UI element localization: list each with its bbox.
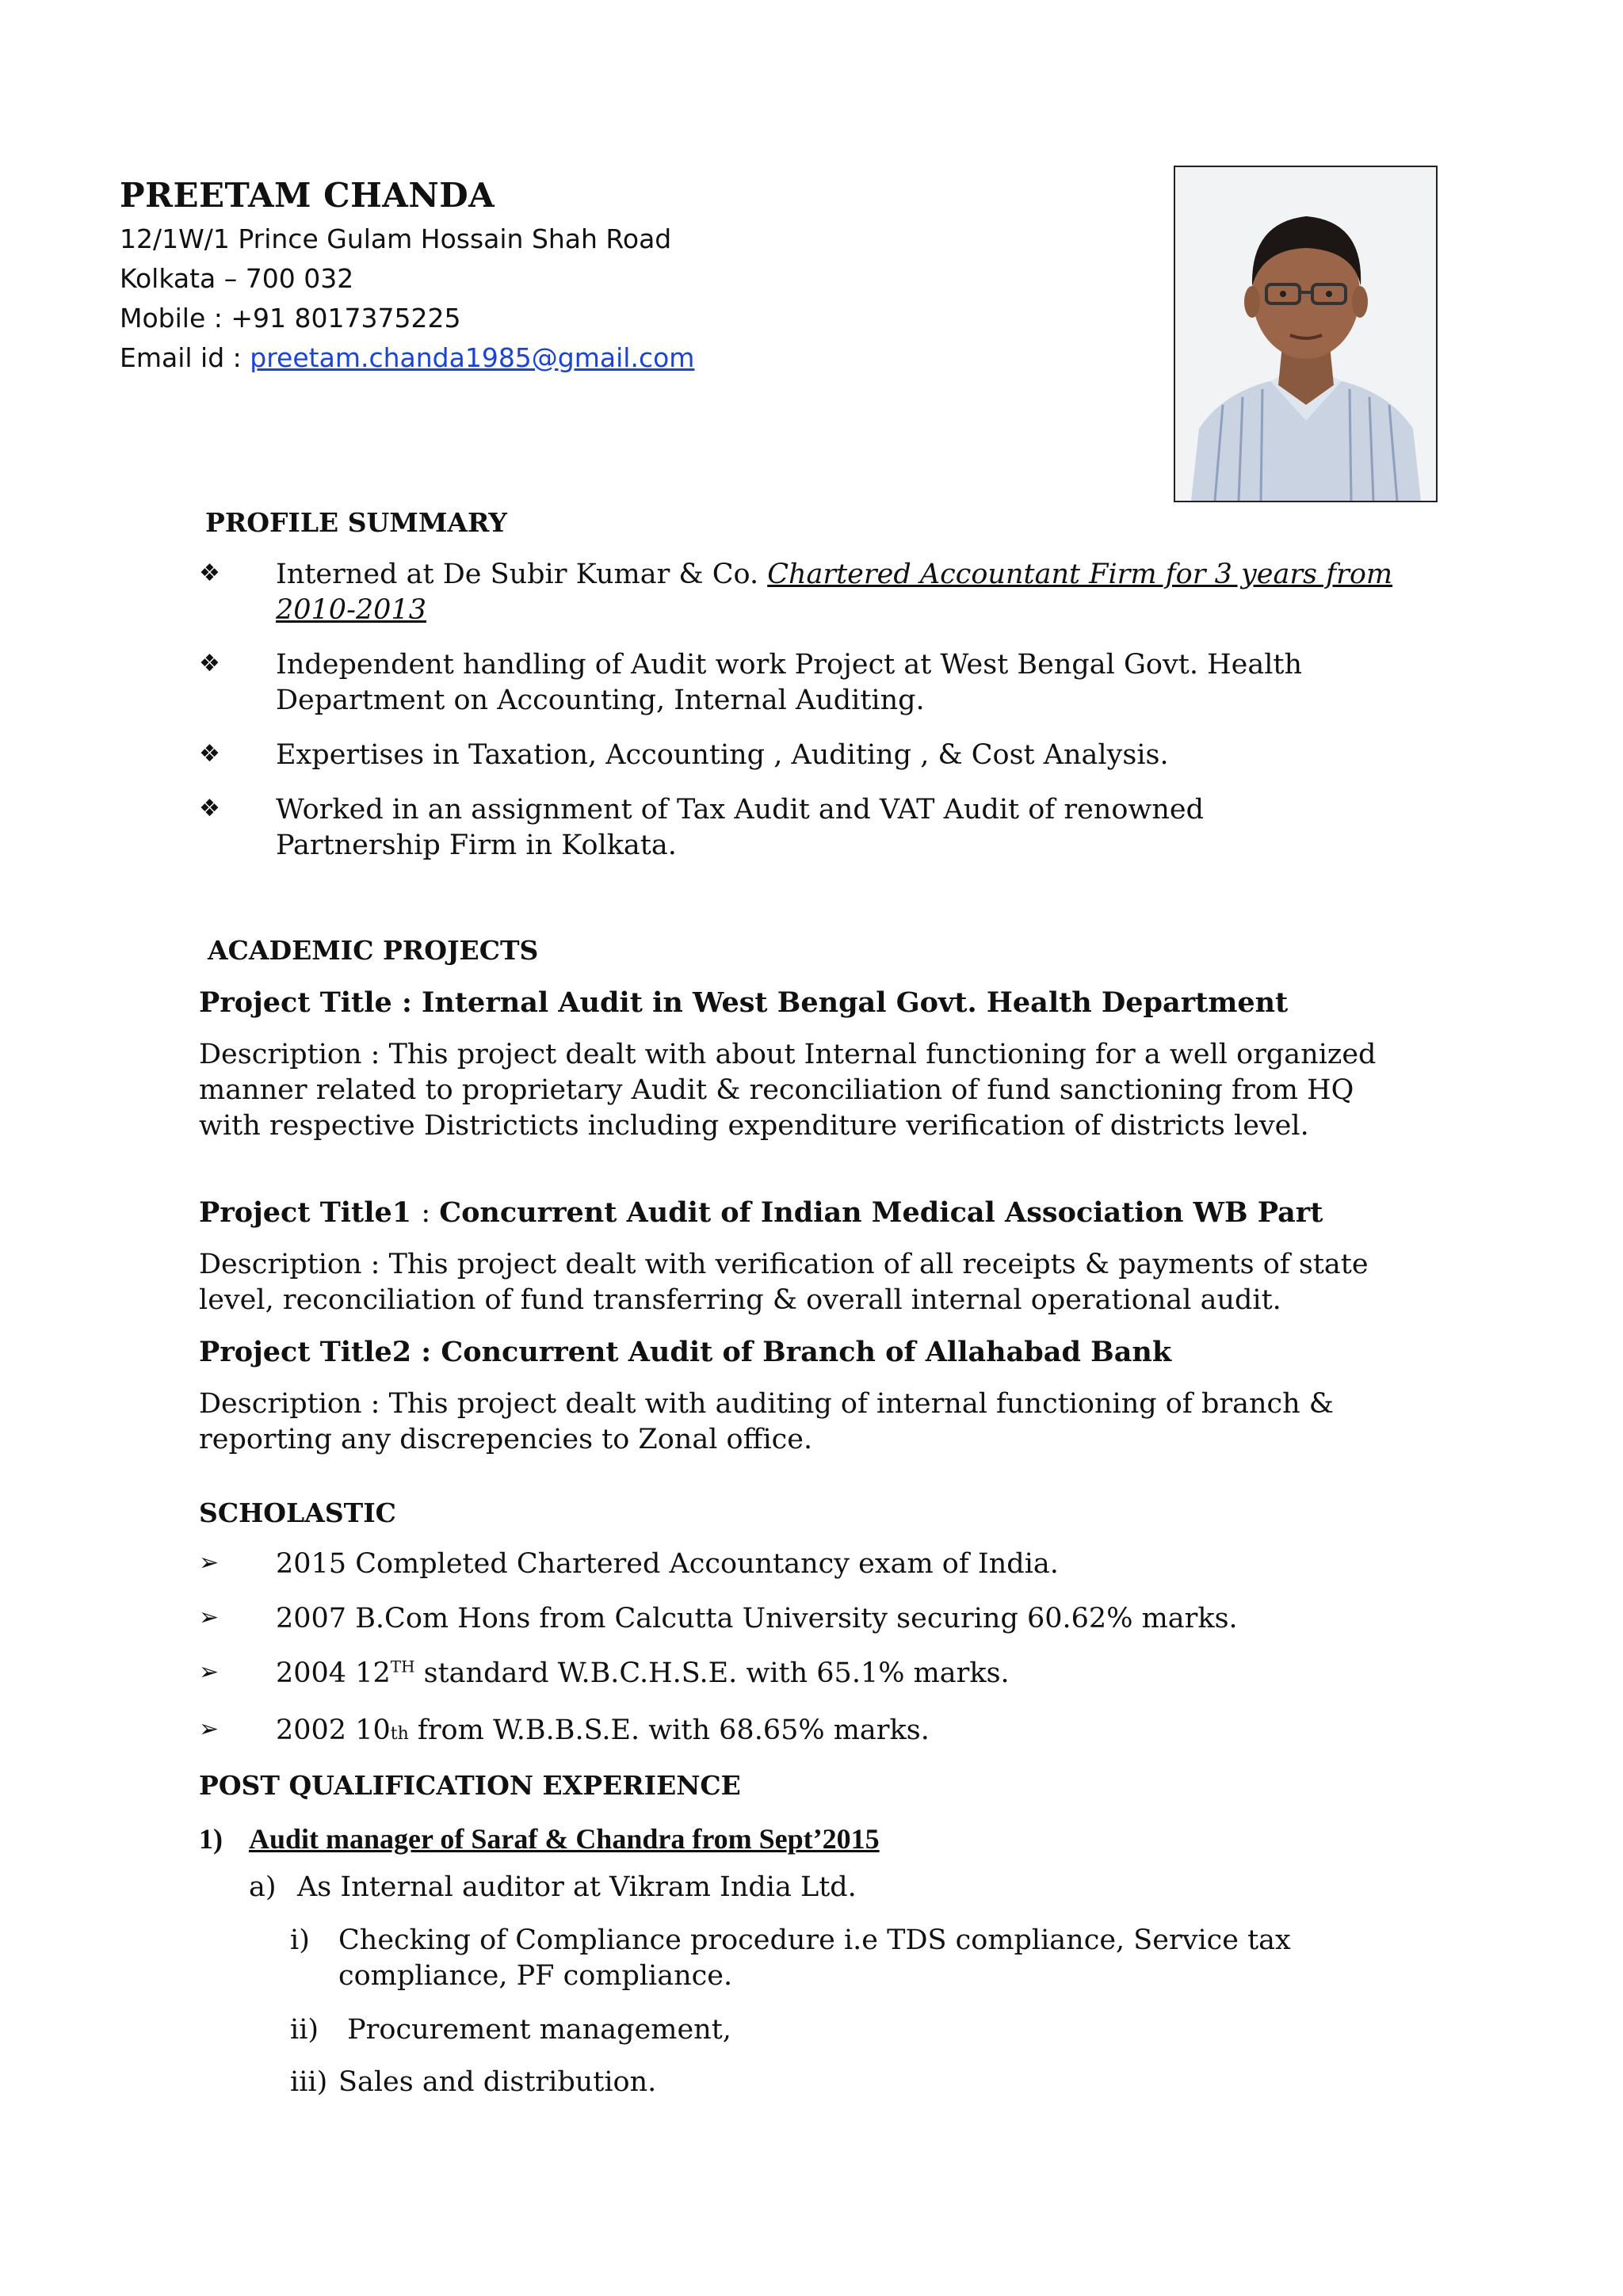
project-description-2-line-1: Description : This project dealt with verification of all receipts & payments of state	[199, 1249, 1369, 1280]
project-description-1-line-1: Description : This project dealt with about Internal functioning for a well organized	[199, 1039, 1377, 1070]
profile-item-4	[276, 792, 1204, 864]
scholastic-item-4-suffix: from W.B.B.S.E. with 68.65% marks.	[408, 1714, 930, 1746]
diamond-bullet-icon: ❖	[199, 650, 220, 677]
project-description-1-line-3: with respective Districticts including expenditure verification of districts level.	[199, 1110, 1309, 1142]
diamond-bullet-icon: ❖	[199, 795, 220, 822]
profile-summary-heading: PROFILE SUMMARY	[205, 507, 507, 538]
sub-item-a-label: a)	[249, 1871, 277, 1903]
profile-item-4-line-1: Worked in an assignment of Tax Audit and VAT Audit of renowned	[276, 794, 1205, 826]
address-line-2: Kolkata – 700 032	[120, 263, 354, 294]
sub-item-i-line-2: compliance, PF compliance.	[338, 1960, 733, 1992]
job-1-title: Audit manager of Saraf & Chandra from Sept’2015	[249, 1823, 880, 1855]
sub-item-i-line-1: Checking of Compliance procedure i.e TDS compliance, Service tax	[338, 1924, 1291, 1956]
email-link[interactable]: preetam.chanda1985@gmail.com	[250, 342, 695, 373]
arrow-bullet-icon: ➢	[199, 1715, 220, 1743]
project-description-3-line-2: reporting any discrepencies to Zonal office.	[199, 1424, 813, 1455]
job-1-number: 1)	[199, 1823, 223, 1855]
scholastic-item-2: 2007 B.Com Hons from Calcutta University securing 60.62% marks.	[276, 1603, 1238, 1634]
scholastic-item-3-sup: TH	[390, 1657, 415, 1676]
profile-photo	[1174, 166, 1438, 502]
profile-item-2	[276, 647, 1302, 719]
candidate-name: PREETAM CHANDA	[120, 176, 495, 215]
project-description-1-line-2: manner related to proprietary Audit & reconciliation of fund sanctioning from HQ	[199, 1074, 1354, 1106]
project-title-2-text: Concurrent Audit of Indian Medical Association WB Part	[439, 1196, 1323, 1229]
project-title-2-label: Project Title1	[199, 1196, 422, 1229]
profile-item-2-line-2: Department on Accounting, Internal Auditing.	[276, 685, 925, 716]
project-description-2	[199, 1247, 1369, 1318]
project-description-3	[199, 1386, 1334, 1458]
diamond-bullet-icon: ❖	[199, 740, 220, 768]
email-row	[120, 342, 694, 373]
person-photo-icon	[1175, 167, 1436, 501]
academic-projects-heading: ACADEMIC PROJECTS	[208, 935, 539, 966]
address-line-1: 12/1W/1 Prince Gulam Hossain Shah Road	[120, 223, 672, 254]
scholastic-item-4	[276, 1713, 930, 1752]
diamond-bullet-icon: ❖	[199, 559, 220, 587]
sub-item-a-text: As Internal auditor at Vikram India Ltd.	[297, 1871, 857, 1903]
sub-item-i-text	[338, 1923, 1291, 1994]
profile-item-3: Expertises in Taxation, Accounting , Auditing , & Cost Analysis.	[276, 739, 1169, 771]
profile-item-4-line-2: Partnership Firm in Kolkata.	[276, 830, 677, 861]
mobile-number: Mobile : +91 8017375225	[120, 303, 461, 334]
sub-item-ii-text: Procurement management,	[338, 2014, 731, 2046]
project-description-3-line-1: Description : This project dealt with auditing of internal functioning of branch &	[199, 1388, 1334, 1420]
project-title-2	[199, 1196, 1323, 1229]
sub-item-iii-label: iii)	[290, 2066, 328, 2098]
arrow-bullet-icon: ➢	[199, 1549, 220, 1577]
email-label: Email id :	[120, 342, 250, 373]
project-description-1	[199, 1037, 1376, 1144]
scholastic-heading: SCHOLASTIC	[199, 1497, 396, 1528]
sub-item-i-label: i)	[290, 1924, 310, 1956]
profile-item-1-underlined: Chartered Accountant Firm for 3 years from	[767, 559, 1393, 590]
arrow-bullet-icon: ➢	[199, 1658, 220, 1686]
profile-item-1-prefix: Interned at De Subir Kumar & Co.	[276, 559, 768, 590]
scholastic-item-4-prefix: 2002 10	[276, 1714, 391, 1746]
profile-item-1	[276, 557, 1392, 628]
project-title-1: Project Title : Internal Audit in West Bengal Govt. Health Department	[199, 986, 1289, 1019]
scholastic-item-3	[276, 1656, 1010, 1691]
scholastic-item-3-prefix: 2004 12	[276, 1657, 391, 1689]
profile-item-2-line-1: Independent handling of Audit work Project at West Bengal Govt. Health	[276, 649, 1302, 681]
sub-item-ii-label: ii)	[290, 2014, 319, 2046]
project-title-2-colon: :	[421, 1197, 440, 1229]
project-description-2-line-2: level, reconciliation of fund transferring & overall internal operational audit.	[199, 1284, 1281, 1316]
experience-heading: POST QUALIFICATION EXPERIENCE	[199, 1770, 741, 1801]
scholastic-item-3-suffix: standard W.B.C.H.S.E. with 65.1% marks.	[414, 1657, 1010, 1689]
sub-item-iii-text: Sales and distribution.	[338, 2066, 657, 2098]
scholastic-item-4-th: th	[390, 1724, 409, 1744]
arrow-bullet-icon: ➢	[199, 1604, 220, 1631]
profile-item-1-underlined-2: 2010-2013	[276, 594, 426, 626]
scholastic-item-1: 2015 Completed Chartered Accountancy exam of India.	[276, 1548, 1059, 1580]
project-title-3: Project Title2 : Concurrent Audit of Branch of Allahabad Bank	[199, 1336, 1172, 1368]
